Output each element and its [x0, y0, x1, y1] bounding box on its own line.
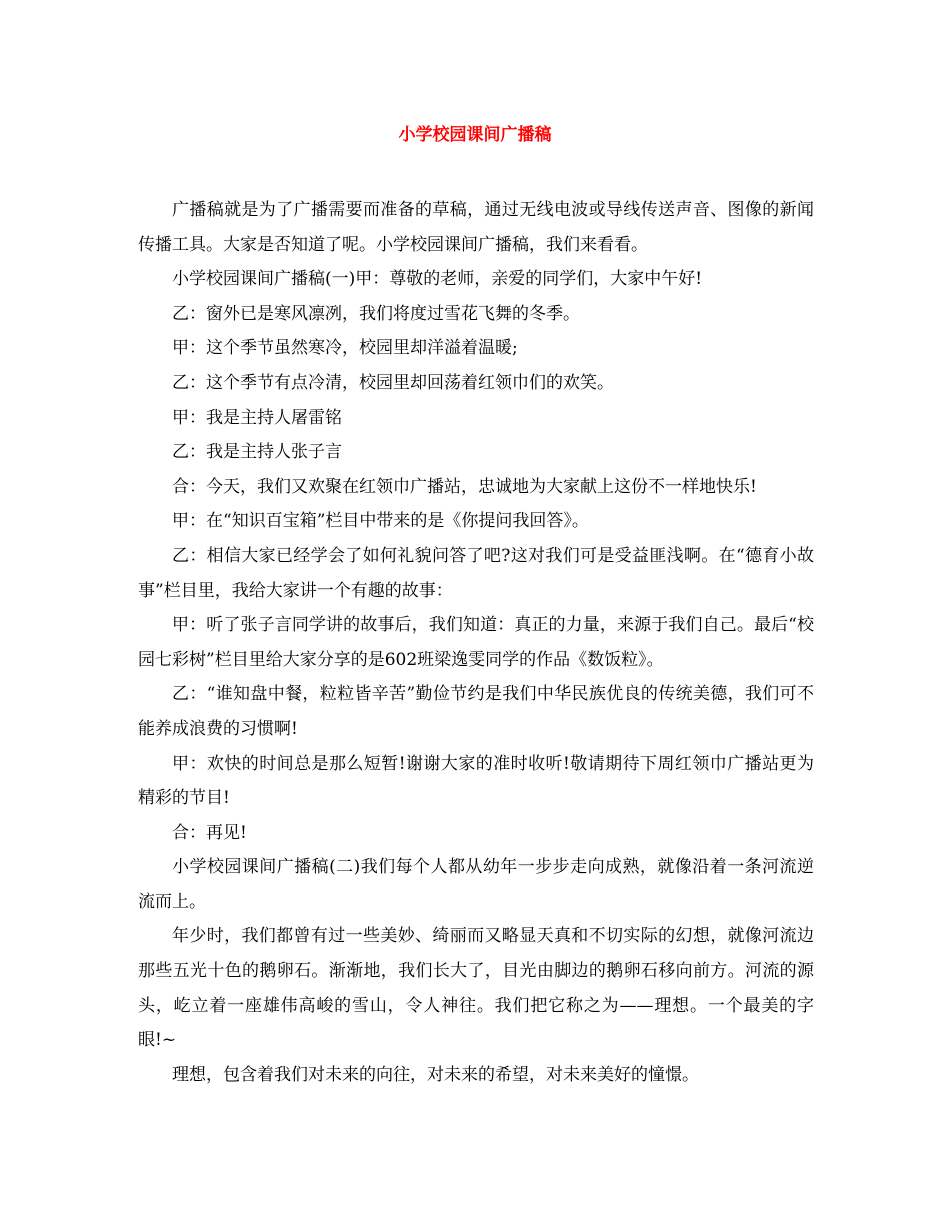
paragraph: 乙：这个季节有点冷清，校园里却回荡着红领巾们的欢笑。: [172, 372, 614, 393]
document-title: 小学校园课间广播稿: [398, 125, 552, 145]
paragraph: 理想，包含着我们对未来的向往，对未来的希望，对未来美好的憧憬。: [172, 1064, 699, 1085]
paragraph: 甲：我是主持人屠雷铭: [172, 407, 342, 428]
paragraph: 甲：这个季节虽然寒冷，校园里却洋溢着温暖;: [172, 338, 518, 359]
paragraph: 乙：“谁知盘中餐，粒粒皆辛苦”勤俭节约是我们中华民族优良的传统美德，我们可不能养成浪费的习惯啊!: [138, 684, 814, 739]
paragraph: 乙：窗外已是寒风凛冽，我们将度过雪花飞舞的冬季。: [172, 303, 580, 324]
paragraph: 小学校园课间广播稿(二)我们每个人都从幼年一步步走向成熟，就像沿着一条河流逆流而上。: [138, 857, 814, 912]
paragraph: 乙：我是主持人张子言: [172, 442, 342, 463]
paragraph: 年少时，我们都曾有过一些美妙、绮丽而又略显天真和不切实际的幻想，就像河流边那些五光十色的鹅卵石。渐渐地，我们长大了，目光由脚边的鹅卵石移向前方。河流的源头，屹立着一座雄伟高峻的雪山，令人神往。我们把它称之为——理想。一个最美的字眼!~: [138, 926, 814, 1051]
document-body: [138, 193, 814, 1092]
paragraph: 广播稿就是为了广播需要而准备的草稿，通过无线电波或导线传送声音、图像的新闻传播工具。大家是否知道了呢。小学校园课间广播稿，我们来看看。: [138, 200, 814, 255]
paragraph: 合：再见!: [172, 822, 247, 843]
paragraph: 甲：在“知识百宝箱”栏目中带来的是《你提问我回答》。: [172, 511, 589, 532]
paragraph: 合：今天，我们又欢聚在红领巾广播站，忠诚地为大家献上这份不一样地快乐!: [172, 476, 757, 497]
paragraph: 甲：听了张子言同学讲的故事后，我们知道：真正的力量，来源于我们自己。最后“校园七彩树”栏目里给大家分享的是602班梁逸雯同学的作品《数饭粒》。: [138, 615, 814, 670]
paragraph: 小学校园课间广播稿(一)甲：尊敬的老师，亲爱的同学们，大家中午好!: [172, 269, 703, 290]
paragraph: 甲：欢快的时间总是那么短暂!谢谢大家的准时收听!敬请期待下周红领巾广播站更为精彩的节目!: [138, 753, 814, 809]
paragraph: 乙：相信大家已经学会了如何礼貌问答了吧?这对我们可是受益匪浅啊。在“德育小故事”栏目里，我给大家讲一个有趣的故事：: [138, 545, 814, 601]
